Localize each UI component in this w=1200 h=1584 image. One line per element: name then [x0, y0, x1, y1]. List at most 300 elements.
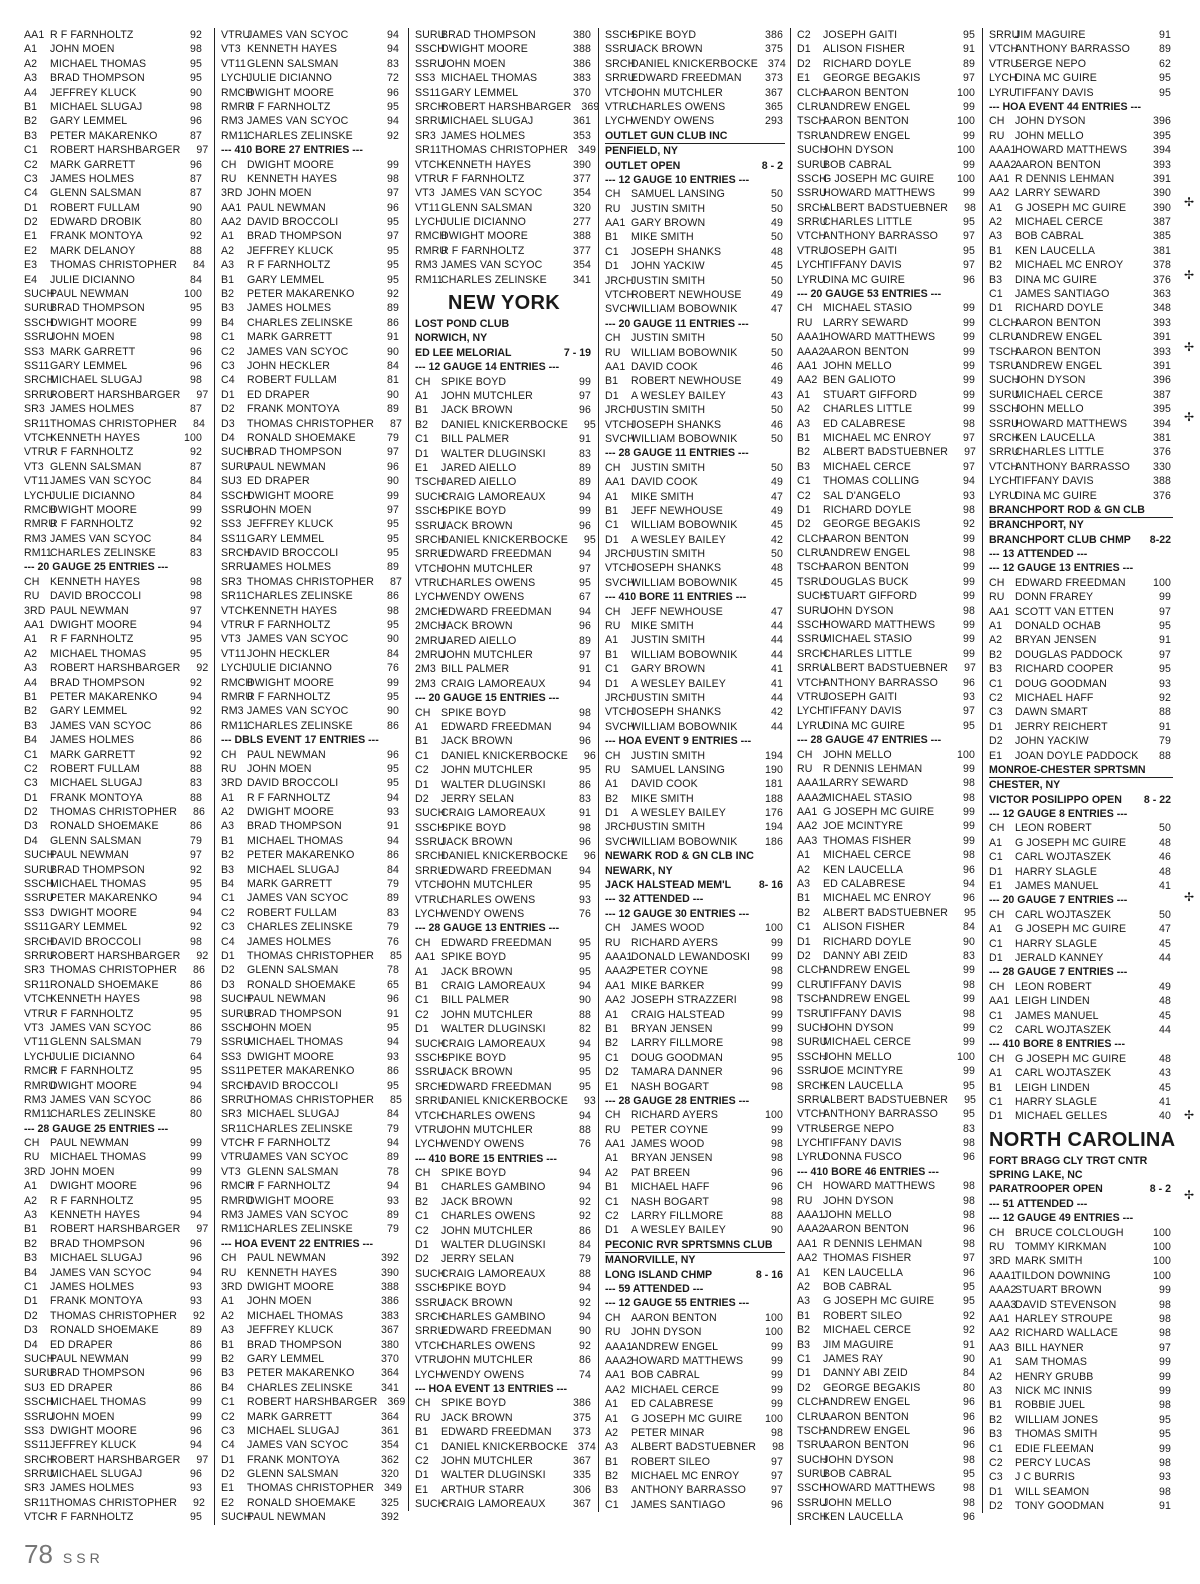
result-class: SS11: [24, 359, 50, 372]
result-row: [415, 576, 593, 590]
section-heading: --- 13 ATTENDED ---: [989, 548, 1088, 561]
result-score: 92: [196, 950, 209, 962]
result-name: JOHN MOEN: [247, 1021, 312, 1034]
result-row: [415, 734, 593, 748]
result-class: A1: [24, 43, 38, 56]
result-class: AA1: [989, 605, 1010, 618]
result-row: [24, 978, 204, 992]
result-class: AA1: [797, 1237, 818, 1250]
result-class: SURU: [24, 302, 55, 315]
result-score: 96: [963, 1410, 975, 1423]
result-name: PAUL NEWMAN: [50, 1137, 129, 1150]
result-score: 41: [1159, 880, 1171, 893]
result-row: [989, 258, 1173, 272]
result-score: 98: [190, 331, 202, 344]
result-name: DANIEL KNICKERBOCKE: [441, 850, 568, 863]
result-class: SRCH: [24, 374, 55, 387]
result-class: CH: [221, 1252, 237, 1265]
result-name: THOMAS CHRISTOPHER: [247, 417, 374, 430]
result-row: [605, 648, 785, 662]
result-class: SUCH: [24, 849, 55, 862]
page-number: 78: [24, 1539, 53, 1569]
result-class: RU: [605, 763, 621, 776]
result-class: CH: [24, 1137, 40, 1150]
result-score: 98: [1159, 1456, 1171, 1469]
result-row: [989, 734, 1173, 748]
result-name: JOE MCINTYRE: [823, 820, 904, 833]
result-row: [221, 1064, 401, 1078]
result-score: 47: [771, 303, 783, 316]
result-name: PETER MAKARENKO: [50, 690, 158, 703]
result-name: ED CALABRESE: [823, 878, 906, 891]
result-class: B1: [221, 273, 235, 286]
result-row: [221, 100, 401, 114]
result-class: SUCH: [797, 144, 828, 157]
result-class: SRRU: [797, 216, 828, 229]
result-name: MARK GARRETT: [50, 748, 136, 761]
result-row: [221, 661, 401, 675]
result-score: 96: [771, 1498, 783, 1511]
result-class: D1: [24, 791, 38, 804]
result-class: A3: [797, 878, 811, 891]
result-name: A WESLEY BAILEY: [631, 1224, 726, 1237]
result-class: LYRU: [989, 489, 1017, 502]
result-score: 386: [765, 29, 783, 41]
result-score: 62: [1159, 57, 1171, 70]
result-class: VTRU: [415, 1354, 445, 1367]
result-name: MARK GARRETT: [50, 345, 136, 358]
result-class: B2: [221, 288, 235, 301]
result-score: 94: [387, 834, 399, 847]
result-row: [797, 748, 977, 762]
result-row: [797, 431, 977, 445]
result-score: 94: [963, 878, 975, 891]
result-row: [797, 848, 977, 862]
result-name: ROBERT HARSHBARGER: [441, 100, 572, 113]
result-class: C1: [221, 1396, 235, 1409]
result-class: AAA1: [797, 1209, 825, 1222]
result-name: ALISON FISHER: [823, 921, 905, 934]
result-name: GLENN SALSMAN: [247, 1468, 339, 1481]
result-row: [797, 1007, 977, 1021]
result-name: MICHAEL CERCE: [823, 460, 912, 473]
result-row: [415, 648, 593, 662]
result-class: SURU: [24, 1367, 55, 1380]
result-row: [221, 158, 401, 172]
result-score: 95: [583, 418, 596, 431]
result-class: SSCH: [415, 821, 445, 834]
result-score: 91: [1159, 634, 1171, 647]
result-class: A1: [797, 388, 811, 401]
result-name: SPIKE BOYD: [441, 821, 507, 834]
result-row: [415, 878, 593, 892]
result-class: SRRU: [797, 662, 828, 675]
result-row: [797, 1453, 977, 1467]
result-score: 98: [771, 1152, 783, 1165]
result-class: SSRU: [989, 417, 1019, 430]
result-row: [989, 1312, 1173, 1326]
result-class: VTCH: [605, 562, 635, 575]
result-name: RICHARD DOYLE: [823, 503, 912, 516]
result-name: CHARLES OWENS: [441, 1109, 536, 1122]
event-name: PARATROOPER OPEN: [989, 1183, 1103, 1196]
result-row: [221, 273, 401, 287]
result-name: JOHN MELLO: [823, 1496, 892, 1509]
result-name: JIM MAGUIRE: [823, 1338, 894, 1351]
result-row: [415, 418, 596, 432]
result-class: C4: [221, 374, 235, 387]
result-class: VTCH: [24, 431, 54, 444]
result-name: STUART GIFFORD: [823, 590, 918, 603]
result-class: A1: [989, 836, 1003, 849]
result-score: 81: [387, 374, 399, 387]
result-row: [989, 71, 1173, 85]
result-class: CH: [989, 908, 1005, 921]
column-5: [790, 28, 977, 1525]
result-row: [989, 648, 1173, 662]
result-class: AAA2: [797, 791, 825, 804]
result-class: RU: [24, 1151, 40, 1164]
result-row: [797, 503, 977, 517]
result-class: RM3: [24, 532, 47, 545]
result-name: WENDY OWENS: [441, 1138, 525, 1151]
result-row: [221, 186, 401, 200]
result-row: [989, 951, 1173, 965]
result-score: 99: [771, 1123, 783, 1136]
result-class: A1: [605, 490, 619, 503]
result-name: HOWARD MATTHEWS: [1015, 144, 1128, 157]
result-name: AARON BENTON: [823, 1410, 909, 1423]
result-class: D4: [221, 431, 235, 444]
result-score: 49: [1159, 980, 1171, 993]
result-name: WALTER DLUGINSKI: [441, 1469, 546, 1482]
result-row: [989, 417, 1173, 431]
result-score: 90: [579, 1325, 591, 1338]
result-row: [989, 330, 1173, 344]
result-class: D1: [605, 260, 619, 273]
result-score: 99: [963, 388, 975, 401]
result-row: [989, 937, 1173, 951]
result-score: 99: [963, 590, 975, 603]
result-name: SPIKE BOYD: [441, 951, 507, 964]
result-class: CLCH: [797, 964, 827, 977]
result-score: 94: [387, 29, 399, 41]
result-score: 95: [190, 72, 202, 85]
result-score: 98: [1159, 1298, 1171, 1311]
result-score: 96: [963, 1424, 975, 1437]
result-row: [605, 504, 785, 518]
result-row: [797, 201, 977, 215]
result-class: RMCH: [221, 676, 254, 689]
result-class: SSRU: [415, 1066, 445, 1079]
result-score: 380: [381, 1338, 399, 1351]
event-name: BRANCHPORT CLUB CHMP: [989, 533, 1131, 546]
result-row: [221, 1093, 401, 1107]
result-name: SPIKE BOYD: [631, 29, 697, 41]
result-name: DONNA FUSCO: [823, 1151, 902, 1164]
result-row: [989, 1326, 1173, 1340]
result-row: [221, 1107, 401, 1121]
result-name: JAMES VAN SCYOC: [441, 259, 543, 272]
result-class: B2: [797, 1324, 811, 1337]
result-score: 96: [190, 345, 202, 358]
result-score: 84: [193, 417, 205, 430]
result-class: A2: [221, 1309, 235, 1322]
result-row: [24, 359, 204, 373]
result-name: PAUL NEWMAN: [50, 288, 129, 301]
result-name: RONALD SHOEMAKE: [247, 978, 356, 991]
result-row: [221, 316, 401, 330]
result-row: [415, 1051, 593, 1065]
result-row: [415, 1267, 593, 1281]
section-heading: --- 20 GAUGE 7 ENTRIES ---: [989, 894, 1128, 907]
result-class: VT3: [221, 1165, 241, 1178]
result-row: [797, 1021, 977, 1035]
result-row: [797, 704, 977, 718]
result-score: 90: [190, 86, 202, 99]
result-row: [221, 1510, 401, 1524]
result-name: EDWARD FREEDMAN: [441, 936, 552, 949]
result-score: 50: [771, 432, 783, 445]
result-name: KEN LAUCELLA: [1015, 244, 1096, 257]
result-name: JUSTIN SMITH: [631, 461, 706, 474]
section-heading: --- HOA EVENT 13 ENTRIES ---: [415, 1382, 568, 1395]
result-score: 91: [387, 1007, 399, 1020]
result-name: AARON BENTON: [823, 561, 909, 574]
result-class: B1: [605, 1455, 619, 1468]
result-score: 394: [1153, 144, 1171, 157]
result-row: [989, 143, 1173, 157]
binding-mark-icon: ✢: [1183, 195, 1194, 209]
result-class: B1: [605, 648, 619, 661]
result-row: [989, 1009, 1173, 1023]
result-class: LYCH: [989, 475, 1017, 488]
result-row: [605, 950, 785, 964]
result-row: [24, 1035, 204, 1049]
result-score: 386: [573, 1397, 591, 1410]
result-name: JOHN MELLO: [823, 359, 892, 372]
result-row: [221, 1179, 401, 1193]
result-row: [605, 331, 785, 345]
result-name: ALBERT BADSTUEBNER: [823, 906, 949, 919]
result-name: THOMAS CHRISTOPHER: [247, 1093, 374, 1106]
result-score: 96: [190, 359, 202, 372]
result-class: A3: [221, 820, 235, 833]
section-heading: --- DBLS EVENT 17 ENTRIES ---: [221, 734, 379, 747]
result-score: 95: [190, 633, 202, 646]
section-heading: CHESTER, NY: [989, 779, 1061, 792]
result-score: 48: [771, 245, 783, 258]
result-row: [989, 373, 1173, 387]
result-score: 392: [381, 1511, 399, 1524]
result-name: LARRY SEWARD: [1015, 187, 1101, 200]
result-row: [221, 1222, 401, 1236]
result-name: MICHAEL THOMAS: [247, 834, 344, 847]
result-score: 84: [387, 863, 399, 876]
result-name: JOHN MUTCHLER: [441, 1008, 533, 1021]
result-row: [415, 389, 593, 403]
result-name: DWIGHT MOORE: [50, 1180, 137, 1193]
result-score: 95: [190, 57, 202, 70]
result-score: 96: [579, 735, 591, 748]
section-heading: NORWICH, NY: [415, 332, 488, 345]
result-name: PAT BREEN: [631, 1166, 691, 1179]
result-class: VTCH: [24, 993, 54, 1006]
result-score: 96: [387, 748, 399, 761]
result-class: SS11: [24, 921, 50, 934]
result-row: [605, 662, 785, 676]
result-class: B3: [24, 719, 38, 732]
result-score: 91: [579, 807, 591, 820]
result-score: 99: [963, 762, 975, 775]
result-name: JOAN DOYLE PADDOCK: [1015, 749, 1139, 762]
result-class: E3: [24, 259, 38, 272]
result-row: [221, 1050, 401, 1064]
result-row: [415, 1180, 593, 1194]
result-score: 98: [772, 1441, 785, 1454]
result-class: C1: [221, 892, 235, 905]
result-class: SVCH: [605, 576, 635, 589]
result-row: [24, 445, 204, 459]
result-row: [989, 1109, 1173, 1123]
results-page: [24, 28, 1184, 1528]
result-score: 94: [579, 720, 591, 733]
result-score: 383: [381, 1309, 399, 1322]
result-name: CRAIG HALSTEAD: [631, 1008, 725, 1021]
result-class: D1: [797, 1367, 811, 1380]
result-score: 96: [963, 863, 975, 876]
result-score: 97: [771, 1455, 783, 1468]
result-score: 99: [771, 1354, 783, 1367]
result-class: B4: [221, 878, 235, 891]
result-class: A2: [24, 1194, 38, 1207]
result-class: VT3: [24, 460, 44, 473]
result-name: KENNETH HAYES: [247, 172, 337, 185]
result-row: [989, 474, 1173, 488]
result-name: PAUL NEWMAN: [247, 993, 326, 1006]
result-score: 83: [963, 1122, 975, 1135]
result-row: [415, 590, 593, 604]
result-name: CRAIG LAMOREAUX: [441, 490, 546, 503]
result-name: DANIEL KNICKERBOCKE: [441, 418, 568, 431]
result-class: AAA2: [989, 1284, 1017, 1297]
result-score: 96: [190, 1237, 202, 1250]
result-class: AA1: [415, 951, 436, 964]
result-row: [989, 460, 1173, 474]
result-score: 188: [765, 792, 783, 805]
result-score: 50: [771, 332, 783, 345]
result-row: [797, 1136, 977, 1150]
binding-mark-icon: ✢: [1183, 1108, 1194, 1122]
result-score: 90: [190, 201, 202, 214]
result-name: BOB CABRAL: [823, 158, 892, 171]
result-name: THOMAS CHRISTOPHER: [247, 575, 374, 588]
result-score: 98: [963, 1209, 975, 1222]
result-name: DOUGLAS PADDOCK: [1015, 648, 1123, 661]
result-class: SSRU: [415, 836, 445, 849]
result-row: [221, 388, 401, 402]
result-row: [797, 1107, 977, 1121]
result-row: [797, 345, 977, 359]
result-name: MICHAEL SLUGAJ: [50, 374, 143, 387]
result-row: [605, 691, 785, 705]
result-name: JAMES HOLMES: [50, 1280, 135, 1293]
result-class: D1: [989, 302, 1003, 315]
result-class: C1: [797, 475, 811, 488]
result-row: [797, 1467, 977, 1481]
result-row: [221, 963, 401, 977]
result-score: 89: [387, 892, 399, 905]
result-name: BRYAN JENSEN: [1015, 634, 1097, 647]
result-name: GLENN SALSMAN: [50, 834, 142, 847]
section-heading: --- 12 GAUGE 49 ENTRIES ---: [989, 1212, 1134, 1225]
result-row: [24, 618, 204, 632]
result-class: B2: [221, 1352, 235, 1365]
result-row: [221, 992, 401, 1006]
event-name: JACK HALSTEAD MEM'L: [605, 879, 732, 892]
result-row: [797, 244, 977, 258]
result-row: [797, 604, 977, 618]
result-class: C3: [221, 1424, 235, 1437]
result-name: SAMUEL LANSING: [631, 188, 726, 201]
result-row: [24, 819, 204, 833]
result-class: A1: [797, 1266, 811, 1279]
result-row: [24, 431, 204, 445]
result-class: CLRU: [797, 100, 827, 113]
section-heading: --- 28 GAUGE 47 ENTRIES ---: [797, 734, 942, 747]
result-name: JOHN MOEN: [247, 762, 312, 775]
result-class: B2: [24, 705, 38, 718]
result-name: PAUL NEWMAN: [50, 849, 129, 862]
result-name: DWIGHT MOORE: [441, 230, 528, 243]
result-name: MICHAEL GELLES: [1015, 1110, 1108, 1123]
result-name: RICHARD AYERS: [631, 936, 719, 949]
result-name: RICHARD AYERS: [631, 1109, 719, 1122]
result-row: [605, 792, 785, 806]
result-name: JAMES VAN SCYOC: [247, 345, 349, 358]
result-row: [221, 1338, 401, 1352]
result-score: 86: [190, 820, 202, 833]
page-footer: [24, 1539, 104, 1570]
result-score: 84: [579, 1239, 591, 1252]
result-name: ANDREW ENGEL: [823, 100, 911, 113]
result-score: 99: [579, 505, 591, 518]
result-score: 93: [963, 489, 975, 502]
result-score: 100: [957, 144, 975, 157]
result-row: [221, 1007, 401, 1021]
result-row: [797, 129, 977, 143]
result-name: JOHN DYSON: [631, 1326, 702, 1339]
result-score: 95: [190, 878, 202, 891]
result-class: B1: [989, 1399, 1003, 1412]
result-class: C2: [605, 1210, 619, 1223]
result-class: JRCH: [605, 274, 634, 287]
result-row: [605, 777, 785, 791]
result-name: CARL WOJTASZEK: [1015, 908, 1112, 921]
result-score: 97: [387, 230, 399, 243]
result-class: D1: [415, 1023, 429, 1036]
result-name: ANTHONY BARRASSO: [1015, 43, 1131, 56]
result-class: RU: [605, 936, 621, 949]
result-name: R F FARNHOLTZ: [50, 1065, 134, 1078]
result-row: [989, 229, 1173, 243]
result-name: BRAD THOMPSON: [247, 1007, 342, 1020]
result-score: 48: [771, 562, 783, 575]
result-row: [221, 1280, 401, 1294]
result-score: 72: [387, 72, 399, 85]
result-class: SRRU: [415, 1325, 446, 1338]
result-score: 99: [1159, 1442, 1171, 1455]
